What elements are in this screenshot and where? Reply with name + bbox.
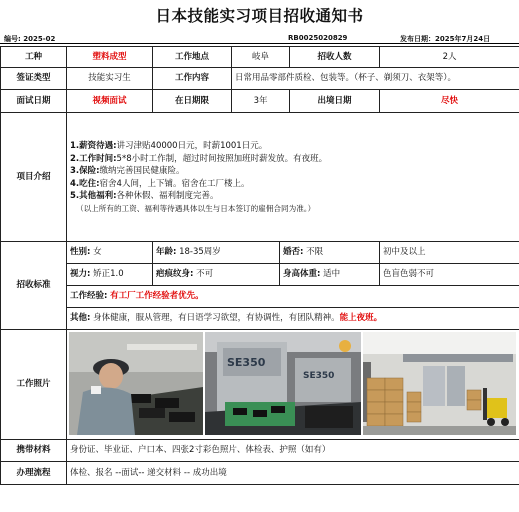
content-label: 工作内容 — [153, 68, 232, 90]
tattoo-cell: 疤痕纹身: 不可 — [153, 264, 280, 286]
row-intro — [1, 113, 519, 242]
depart-value: 尽快 — [380, 90, 519, 113]
intro-label: 项目介绍 — [1, 113, 67, 242]
intro-item: 2.工作时间:5*8小时工作制，超过时间按照加班时薪发放。有夜班。 — [70, 153, 328, 164]
row-materials — [1, 440, 519, 462]
notice-title: 日本技能实习项目招收通知书 — [155, 7, 364, 25]
gender-cell: 性别: 女 — [67, 242, 153, 264]
work-photo-3 — [363, 332, 516, 435]
work-photo-2 — [205, 332, 361, 435]
process-label: 办理流程 — [1, 462, 67, 485]
row-req-3 — [1, 286, 519, 308]
svg-text:SE350: SE350 — [303, 371, 335, 381]
other-cell: 其他: 身体健康，服从管理，有日语学习欲望，有协调性，有团队精神。能上夜班。 — [67, 308, 519, 330]
intro-item: 4.吃住:宿舍4人间，上下铺。宿舍在工厂楼上。 — [70, 178, 250, 189]
intro-item: 3.保险:缴纳完善国民健康险。 — [70, 166, 185, 177]
depart-label: 出境日期 — [290, 90, 380, 113]
headcount-label: 招收人数 — [290, 47, 380, 68]
location-label: 工作地点 — [153, 47, 232, 68]
experience-cell: 工作经验: 有工厂工作经验者优先。 — [67, 286, 519, 308]
colorblind-cell: 色盲色弱不可 — [380, 264, 519, 286]
intro-item: 1.薪资待遇:讲习津贴40000日元，时薪1001日元。 — [70, 140, 268, 151]
visa-label: 签证类型 — [1, 68, 67, 90]
materials-value: 身份证、毕业证、户口本、四张2寸彩色照片、体检表、护照（如有） — [67, 440, 519, 462]
term-value: 3年 — [232, 90, 290, 113]
publish-date: 发布日期：2025年7月24日 — [400, 35, 491, 43]
age-cell: 年龄: 18-35周岁 — [153, 242, 280, 264]
job-label: 工种 — [1, 47, 67, 68]
marriage-cell: 婚否: 不限 — [280, 242, 380, 264]
work-photo-1 — [69, 332, 203, 435]
term-label: 在日期限 — [153, 90, 232, 113]
headcount-value: 2人 — [380, 47, 519, 68]
row-req-1 — [1, 242, 519, 264]
job-value: 塑料成型 — [67, 47, 153, 68]
notice-number: 编号: 2025-02 — [4, 35, 56, 43]
intro-note: （以上所有的工资、福利等待遇具体以生与日本签订的雇佣合同为准。） — [76, 203, 316, 213]
row-req-4 — [1, 308, 519, 330]
interview-value: 视频面试 — [67, 90, 153, 113]
process-value: 体检、报名 --面试-- 递交材料 -- 成功出境 — [67, 462, 519, 485]
notice-code: RB0025020829 — [288, 34, 348, 42]
materials-label: 携带材料 — [1, 440, 67, 462]
body-cell: 身高体重: 适中 — [280, 264, 380, 286]
row-visa — [1, 68, 519, 90]
visa-value: 技能实习生 — [67, 68, 153, 90]
intro-item: 5.其他福利:各种休假、福利制度完善。 — [70, 191, 219, 202]
photos-cell — [67, 330, 519, 440]
vision-cell: 视力: 矫正1.0 — [67, 264, 153, 286]
location-value: 岐阜 — [232, 47, 290, 68]
requirements-label: 招收标准 — [1, 242, 67, 330]
row-job — [1, 47, 519, 68]
notice-table — [0, 46, 519, 485]
content-value: 日常用品零部件质检、包装等。（杯子、剃须刀、衣架等）。 — [232, 68, 519, 90]
row-req-2 — [1, 264, 519, 286]
header-divider — [0, 43, 519, 44]
interview-label: 面试日期 — [1, 90, 67, 113]
photos-label: 工作照片 — [1, 330, 67, 440]
row-process — [1, 462, 519, 485]
education-cell: 初中及以上 — [380, 242, 519, 264]
svg-text:SE350: SE350 — [227, 356, 266, 369]
row-photos — [1, 330, 519, 440]
intro-content — [67, 113, 519, 242]
row-interview — [1, 90, 519, 113]
